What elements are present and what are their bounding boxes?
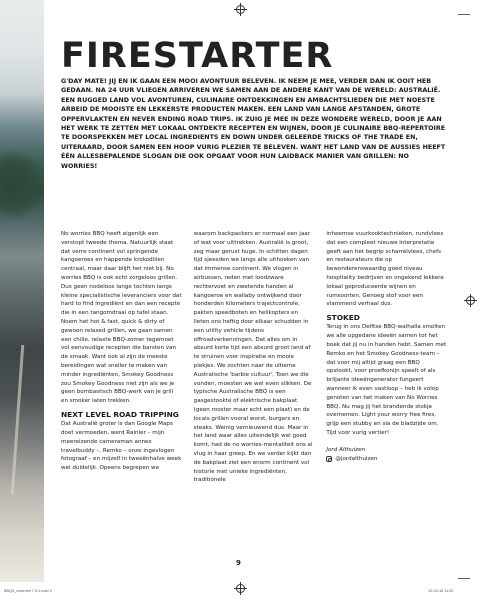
photo-road-line	[11, 345, 24, 495]
social-handle	[326, 455, 447, 464]
author-signature: Jord Althuizen	[326, 446, 366, 453]
section-heading: STOKED	[326, 313, 360, 323]
registration-mark-icon	[236, 584, 245, 593]
body-paragraph: inheemse vuurkooktechnieken, rundvlees dat een compleet nieuwe interpretatie geeft aan het begrip scharrelvlees, chefs en restaurateurs die op bewonderenswaardig goed niveau hospitality bedrijven en ongekend lekkere lokaal geproduceerde wijnen en rumsoorten. Genoeg stof voor een vlammend verhaal dus.	[326, 231, 444, 308]
instagram-icon	[326, 456, 332, 462]
registration-mark-icon	[466, 296, 475, 305]
section-heading: NEXT LEVEL ROAD TRIPPING	[61, 409, 179, 419]
registration-mark-icon	[236, 5, 245, 14]
body-columns	[61, 230, 447, 485]
print-slug-file: BBQ3_nowrries 7-9.1.indd 9	[4, 589, 52, 593]
body-paragraph: waarom backpackers er normaal een jaar of wat voor uittrekken. Australië is groot, zeg maar gerust huge. In schitten dagen tijd sjeesden we langs alle uithoeken van dat immense continent. We vlogen in airbussen, reden met loodzware rechtervoet en zwetende handen al kangoeroe en wallaby ontwijkend door honderden kilometers trajectcontrole, pakten speedboten en helikopters en lieten ons heftig door elkaar schudden in een utility vehicle tijdens offroadverkenningen. Dat alles om in absurd korte tijd een absurd groot land af te struinen voor inspiratie en mooie plekjes. We zochten naar de ultieme Australische 'barbie cultuur'. Toen we die vonden, moesten we wel even slikken. De typische Australische BBQ is een gasgestookte of elektrische bakplaat (geen rooster maar echt een plaat) en de locals grillen vooral worst, burgers en steaks. Weinig vernieuwend dus. Maar in het land waar alles uiteindelijk wel goed komt, had de no worries-mentaliteit ons al vlug in haar greep. En we verder kijkt dan de bakplaat ziet een enorm continent vol historie met unieke ingrediënten, traditionele	[193, 231, 313, 484]
body-paragraph: Dat Australië groter is dan Google Maps doet vermoeden, werd Rainier – mijn meereizende cameraman annex travelbuddy –, Remko – onze ingevlogen fotograaf – en mijzelf in tweeënhalve week wel duidelijk. Opeens begrepen we	[61, 421, 182, 472]
photo-trees	[0, 150, 44, 220]
body-paragraph: Terug in ons Delftse BBQ-walhalla smolten we alle opgedane ideeën samen tot het boek dat jij nu in handen hebt. Samen met Remko en het Smokey Goodness-team – dat voor mij altijd graag een BBQ opstookt, voor proefkonijn speelt of als briljante ideeëngenerator fungeert wanneer ik even vastloop – heb ik volop genoten van het maken van No Worries BBQ. Nu mag jij het brandende stokje overnemen. Light your worry free fires, grijp een stubby en sla de bladzijde om. Tijd voor vurig vertier!	[326, 324, 447, 436]
page-title: FIRESTARTER	[61, 36, 334, 76]
column-3	[326, 230, 447, 485]
crop-mark	[458, 578, 470, 579]
crop-mark	[458, 14, 470, 15]
column-1	[61, 230, 182, 485]
road-photo-strip	[0, 0, 44, 582]
print-slug-date: 12-03-18 11:32	[428, 589, 454, 593]
page-number: 9	[236, 559, 241, 567]
column-2	[194, 230, 315, 485]
intro-paragraph: G'DAY MATE! JIJ EN IK GAAN EEN MOOI AVONTUUR BELEVEN. IK NEEM JE MEE, VERDER DAN IK OOIT HEB GEDAAN. NA 24 UUR VLIEGEN ARRIVEREN WE SAMEN AAN DE ANDERE KANT VAN DE WERELD: AUSTRALIË. EEN RUGGED LAND VOL AVONTUREN, CULINAIRE ONTDEKKINGEN EN AMBACHTSLIEDEN DIE MET NOESTE ARBEID DE MOOISTE EN LEKKERSTE PRODUCTEN MAKEN. EEN LAND VAN LANGE AFSTANDEN, GROTE OPPERVLAKTEN EN NEVER ENDING ROAD TRIPS. IK ZUIG JE MEE IN DEZE WONDERE WERELD, DOOR JE AAN HET WERK TE ZETTEN MET LOKAAL ONTDEKTE RECEPTEN EN WIJNEN, DOOR JE CULINAIRE BBQ-REPERTOIRE TE DOORSPEKKEN MET LOCAL INGREDIENTS EN DOWN UNDER GELEERDE TRICKS OF THE TRADE EN, UITERAARD, DOOR SAMEN EEN HOOP VURIG PLEZIER TE BELEVEN. WANT HET LAND VAN DE AUSSIES HEEFT ÉÉN ALLESBEPALENDE SLOGAN DIE OOK OPGAAT VOOR HUN LAIDBACK MANIER VAN GRILLEN: NO WORRIES!	[61, 78, 446, 170]
body-paragraph: No worries BBQ heeft eigenlijk een verstopt tweede thema. Natuurlijk staat dat verre continent vol springende kangoeroes en happende krokodillen centraal, maar daar blijft het niet bij. No worries BBQ is ook echt zorgeloos grillen. Dus geen nodeloos lange tochten langs kleine specialistische leveranciers voor dat hard to find ingrediënt en dan een recepte die in een tangomdraai op tafel staan. Noem het hot & fast, quick & dirty of gewoon relaxed grillen, we gaan samen een chille, relaxte BBQ-zomer tegemoet vol eenvoudige recepten die barsten van de smaak. Want ook al zijn de meeste bereidingen wat sneller te maken van minder ingrediënten, Smokey Goodness zou Smokey Goodness niet zijn als we je geen bombastisch BBQ-werk van je grill en smoker laten trekken.	[61, 231, 182, 405]
social-handle-text: @jordalthuizen	[335, 455, 378, 462]
